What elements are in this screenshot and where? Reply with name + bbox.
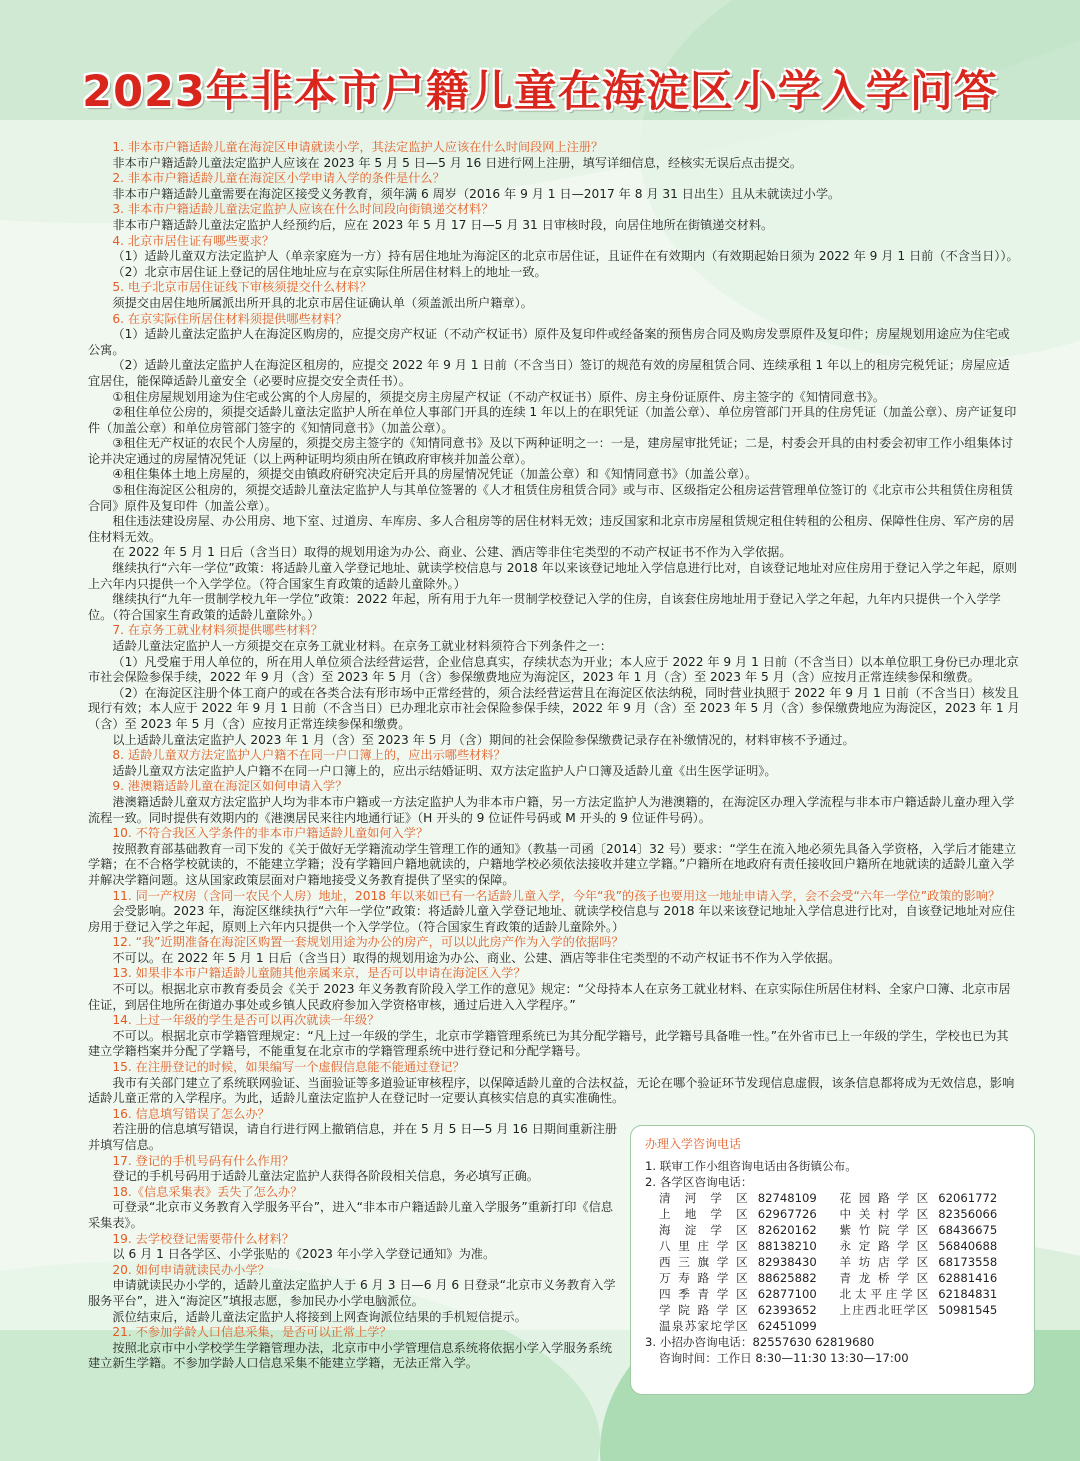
district-name: 花园路学区 bbox=[839, 1191, 929, 1205]
answer-qa-11-1: 会受影响。2023 年，海淀区继续执行“六年一学位”政策：将适龄儿童入学登记地址、就读学校信息与 2018 年以来该登记地址入学信息进行比对，自该登记地址对应住房用于登记入学之年起，原则上六年内只提供一个入学学位。（符合国家生育政策的适龄儿童除外。） bbox=[88, 904, 1016, 934]
district-name: 海淀学区 bbox=[659, 1223, 748, 1237]
answer-qa-8-1: 适龄儿童双方法定监护人户籍不在同一户口簿上的，应出示结婚证明、双方法定监护人户口簿及适龄儿童《出生医学证明》。 bbox=[112, 763, 777, 778]
phone-row bbox=[659, 1190, 1020, 1206]
answer-qa-6-5: ③租住无产权证的农民个人房屋的，须提交房主签字的《知情同意书》及以下两种证明之一：一是，建房屋审批凭证；二是，村委会开具的由村委会初审工作小组集体讨论并决定通过的房屋情况凭证（以上两种证明均须由所在镇政府审核并加盖公章）。 bbox=[88, 436, 1014, 466]
question-qa_narrow-2: 17. 登记的手机号码有什么作用？ bbox=[112, 1153, 295, 1168]
answer-qa-10-1: 按照教育部基础教育一司下发的《关于做好无学籍流动学生管理工作的通知》（教基一司函〔2014〕32 号）要求：“学生在流入地必须先具备入学资格，入学后才能建立学籍；在不合格学校就读的，不能建立学籍；没有学籍回户籍地就读的，户籍地学校必须依法接收并建立学籍。”户籍所在地政府有责任接收回户籍所在地就读的适龄儿童入学并解决学籍问题。这从国家政策层面对户籍地接受义务教育提供了坚实的保障。 bbox=[88, 841, 1017, 887]
answer-qa-6-1: （1）适龄儿童法定监护人在海淀区购房的，应提交房产权证（不动产权证书）原件及复印件或经备案的预售房合同及购房发票原件及复印件；房屋规划用途应为住宅或公寓。 bbox=[88, 327, 1010, 357]
answer-qa-7-4: 以上适龄儿童法定监护人 2023 年 1 月（含）至 2023 年 5 月（含）期间的社会保险参保缴费记录存在补缴情况的，材料审核不予通过。 bbox=[112, 732, 855, 747]
answer-qa_narrow-6-1: 按照北京市中小学校学生学籍管理办法，北京市中小学管理信息系统将依据小学入学服务系统建立新生学籍。不参加学龄人口信息采集不能建立学籍，无法正常入学。 bbox=[88, 1340, 613, 1371]
phone-row bbox=[659, 1318, 1020, 1334]
contact-line-2: 2. 各学区咨询电话： bbox=[645, 1175, 753, 1189]
question-qa_narrow-6: 21. 不参加学龄人口信息采集，是否可以正常上学？ bbox=[112, 1325, 392, 1340]
answer-qa-4-2: （2）北京市居住证上登记的居住地址应与在京实际住所居住材料上的地址一致。 bbox=[112, 264, 547, 279]
answer-qa-4-1: （1）适龄儿童双方法定监护人（单亲家庭为一方）持有居住地址为海淀区的北京市居住证，且证件在有效期内（有效期起始日须为 2022 年 9 月 1 日前（不含当日））。 bbox=[112, 249, 1019, 264]
answer-qa-7-1: 适龄儿童法定监护人一方须提交在京务工就业材料。在京务工就业材料须符合下列条件之一： bbox=[112, 639, 613, 653]
answer-qa-6-9: 在 2022 年 5 月 1 日后（含当日）取得的规划用途为办公、商业、公建、酒店等非住宅类型的不动产权证书不作为入学依据。 bbox=[112, 545, 792, 560]
phone-number bbox=[938, 1318, 1020, 1334]
district-name: 羊坊店学区 bbox=[839, 1255, 929, 1269]
answer-qa-6-6: ④租住集体土地上房屋的，须提交由镇政府研究决定后开具的房屋情况凭证（加盖公章）和《知情同意书》（加盖公章）。 bbox=[112, 467, 758, 482]
page-title: 2023年非本市户籍儿童在海淀区小学入学问答 bbox=[82, 67, 998, 117]
district-name: 上地学区 bbox=[659, 1207, 748, 1221]
answer-qa-1-1: 非本市户籍适龄儿童法定监护人应该在 2023 年 5 月 5 日—5 月 16 日进行网上注册，填写详细信息，经核实无误后点击提交。 bbox=[112, 155, 803, 170]
phone-number: 68436675 bbox=[938, 1223, 998, 1237]
question-qa-7: 7. 在京务工就业材料须提供哪些材料？ bbox=[112, 623, 323, 638]
phone-number: 62393652 bbox=[757, 1303, 817, 1317]
answer-qa_narrow-2-1: 登记的手机号码用于适龄儿童法定监护人获得各阶段相关信息，务必填写正确。 bbox=[112, 1169, 539, 1184]
phone-number: 82620162 bbox=[757, 1223, 817, 1237]
phone-number: 50981545 bbox=[938, 1303, 998, 1317]
question-qa-3: 3. 非本市户籍适龄儿童法定监护人应该在什么时间段向街镇递交材料？ bbox=[112, 202, 494, 217]
phone-row bbox=[659, 1302, 1020, 1318]
contact-line-1: 1. 联审工作小组咨询电话由各街镇公布。 bbox=[645, 1159, 857, 1173]
question-qa-14: 14. 上过一年级的学生是否可以再次就读一年级？ bbox=[112, 1013, 380, 1028]
answer-qa-12-1: 不可以。在 2022 年 5 月 1 日后（含当日）取得的规划用途为办公、商业、公建、酒店等非住宅类型的不动产权证书不作为入学依据。 bbox=[112, 950, 841, 965]
district-name: 四季青学区 bbox=[659, 1287, 748, 1301]
question-qa-2: 2. 非本市户籍适龄儿童在海淀区小学申请入学的条件是什么？ bbox=[112, 171, 445, 186]
question-qa-13: 13. 如果非本市户籍适龄儿童随其他亲属来京，是否可以申请在海淀区入学？ bbox=[112, 966, 526, 981]
district-name: 中关村学区 bbox=[839, 1207, 929, 1221]
phone-number: 62451099 bbox=[757, 1319, 817, 1333]
district-name: 紫竹院学区 bbox=[839, 1223, 929, 1237]
phone-row bbox=[659, 1238, 1020, 1254]
answer-qa-6-3: ①租住房屋规划用途为住宅或公寓的个人房屋的，须提交房主房屋产权证（不动产权证书）原件、房主身份证原件、房主签字的《知情同意书》。 bbox=[112, 389, 886, 404]
district-name: 上庄西北旺学区 bbox=[839, 1303, 929, 1317]
district-name bbox=[839, 1318, 938, 1334]
phone-number: 56840688 bbox=[938, 1239, 998, 1253]
phone-number: 62881416 bbox=[938, 1271, 998, 1285]
answer-qa-14-1: 不可以。根据北京市学籍管理规定：“凡上过一年级的学生，北京市学籍管理系统已为其分配学籍号，此学籍号具备唯一性。”在外省市已上一年级的学生，学校也已为其建立学籍档案并分配了学籍号，不能重复在北京市的学籍管理系统中进行登记和分配学籍号。 bbox=[88, 1028, 1009, 1059]
answer-qa-3-1: 非本市户籍适龄儿童法定监护人经预约后，应在 2023 年 5 月 17 日—5 月 31 日审核时段，向居住地所在街镇递交材料。 bbox=[112, 217, 774, 232]
phone-number: 88625882 bbox=[757, 1271, 817, 1285]
question-qa_narrow-4: 19. 去学校登记需要带什么材料？ bbox=[112, 1231, 295, 1246]
question-qa-9: 9. 港澳籍适龄儿童在海淀区如何申请入学？ bbox=[112, 779, 348, 794]
contact-phone-table bbox=[659, 1190, 1020, 1334]
question-qa-10: 10. 不符合我区入学条件的非本市户籍适龄儿童如何入学？ bbox=[112, 826, 429, 841]
question-qa-8: 8. 适龄儿童双方法定监护人户籍不在同一户口簿上的，应出示哪些材料？ bbox=[112, 748, 506, 763]
answer-qa-13-1: 不可以。根据北京市教育委员会《关于 2023 年义务教育阶段入学工作的意见》规定：“父母持本人在京务工就业材料、在京实际住所居住材料、全家户口簿、北京市居住证，到居住地所在街道办事处或乡镇人民政府参加入学资格审核，通过后进入入学程序。” bbox=[88, 982, 1011, 1012]
answer-qa-6-7: ⑤租住海淀区公租房的，须提交适龄儿童法定监护人与其单位签署的《人才租赁住房租赁合同》或与市、区级指定公租房运营管理单位签订的《北京市公共租赁住房租赁合同》原件及复印件（加盖公章）。 bbox=[88, 483, 1014, 513]
phone-number: 62877100 bbox=[757, 1287, 817, 1301]
phone-number: 62184831 bbox=[938, 1287, 998, 1301]
question-qa-11: 11. 同一产权房（含同一农民个人房）地址，2018 年以来如已有一名适龄儿童入学，今年“我”的孩子也要用这一地址申请入学，会不会受“六年一学位”政策的影响？ bbox=[112, 888, 1001, 903]
phone-number: 62967726 bbox=[757, 1207, 817, 1221]
question-qa_narrow-1: 16. 信息填写错误了怎么办？ bbox=[112, 1106, 270, 1121]
district-name: 清河学区 bbox=[659, 1191, 748, 1205]
district-name: 永定路学区 bbox=[839, 1239, 929, 1253]
question-qa-15: 15. 在注册登记的时候，如果编写一个虚假信息能不能通过登记？ bbox=[112, 1060, 465, 1075]
answer-qa-6-10: 继续执行“六年一学位”政策：将适龄儿童入学登记地址、就读学校信息与 2018 年以来该登记地址入学信息进行比对，自该登记地址对应住房用于登记入学之年起，原则上六年内只提供一个入学学位。（符合国家生育政策的适龄儿童除外。） bbox=[88, 561, 1017, 591]
contact-line-3: 3. 小招办咨询电话：82557630 62819680 bbox=[645, 1335, 875, 1349]
question-qa-12: 12. “我”近期准备在海淀区购置一套规划用途为办公的房产，可以以此房产作为入学的依据吗？ bbox=[112, 935, 624, 950]
question-qa-6: 6. 在京实际住所居住材料须提供哪些材料？ bbox=[112, 311, 348, 326]
answer-qa-7-2: （1）凡受雇于用人单位的，所在用人单位须合法经营运营，企业信息真实，存续状态为开业；本人应于 2022 年 9 月 1 日前（不含当日）以本单位职工身份已办理北京市社会保险参保手续，2022 年 9 月（含）至 2023 年 5 月（含）参保缴费地应为海淀区，2023 年 1 月（含）至 2023 年 5 月（含）应按月正常连续参保和缴费。 bbox=[88, 654, 1019, 685]
phone-number: 62061772 bbox=[938, 1191, 998, 1205]
phone-number: 88138210 bbox=[757, 1239, 817, 1253]
answer-qa_narrow-4-1: 以 6 月 1 日各学区、小学张贴的《2023 年小学入学登记通知》为准。 bbox=[112, 1247, 496, 1262]
phone-row bbox=[659, 1222, 1020, 1238]
answer-qa-6-2: （2）适龄儿童法定监护人在海淀区租房的，应提交 2022 年 9 月 1 日前（不含当日）签订的规范有效的房屋租赁合同、连续承租 1 年以上的租房完税凭证；房屋应适宜居住，能保障适龄儿童安全（必要时应提交安全责任书）。 bbox=[88, 358, 1010, 388]
answer-qa_narrow-5-2: 派位结束后，适龄儿童法定监护人将接到上网查询派位结果的手机短信提示。 bbox=[112, 1309, 527, 1324]
district-name: 学院路学区 bbox=[659, 1303, 748, 1317]
answer-qa_narrow-3-1: 可登录“北京市义务教育入学服务平台”，进入“非本市户籍适龄儿童入学服务”重新打印《信息采集表》。 bbox=[88, 1200, 613, 1230]
phone-number: 82748109 bbox=[757, 1191, 817, 1205]
district-name: 八里庄学区 bbox=[659, 1239, 748, 1253]
answer-qa-15-1: 我市有关部门建立了系统联网验证、当面验证等多道验证审核程序，以保障适龄儿童的合法权益，无论在哪个验证环节发现信息虚假，该条信息都将成为无效信息，影响适龄儿童正常的入学程序。为此，适龄儿童法定监护人在登记时一定要认真核实信息的真实准确性。 bbox=[88, 1075, 1015, 1106]
district-name: 西三旗学区 bbox=[659, 1255, 748, 1269]
question-qa_narrow-3: 18.《信息采集表》丢失了怎么办？ bbox=[112, 1184, 303, 1199]
phone-number: 68173558 bbox=[938, 1255, 998, 1269]
answer-qa-5-1: 须提交由居住地所属派出所开具的北京市居住证确认单（须盖派出所户籍章）。 bbox=[112, 295, 533, 310]
phone-row bbox=[659, 1286, 1020, 1302]
answer-qa-2-1: 非本市户籍适龄儿童需要在海淀区接受义务教育，须年满 6 周岁（2016 年 9 月 1 日—2017 年 8 月 31 日出生）且从未就读过小学。 bbox=[112, 186, 841, 201]
district-name: 青龙桥学区 bbox=[839, 1271, 929, 1285]
contact-hours: 咨询时间：工作日 8:30—11:30 13:30—17:00 bbox=[659, 1351, 909, 1365]
answer-qa-6-8: 租住违法建设房屋、办公用房、地下室、过道房、车库房、多人合租房等的居住材料无效；违反国家和北京市房屋租赁规定租住转租的公租房、保障性住房、军产房的居住材料无效。 bbox=[88, 514, 1015, 544]
contact-box bbox=[630, 1125, 1035, 1395]
question-qa-5: 5. 电子北京市居住证线下审核须提交什么材料？ bbox=[112, 280, 372, 295]
phone-row bbox=[659, 1254, 1020, 1270]
question-qa-4: 4. 北京市居住证有哪些要求？ bbox=[112, 233, 275, 248]
answer-qa-7-3: （2）在海淀区注册个体工商户的或在各类合法有形市场中正常经营的，须合法经营运营且在海淀区依法纳税，同时营业执照于 2022 年 9 月 1 日前（不含当日）核发且现行有效；本人应于 2022 年 9 月 1 日前（不含当日）已办理北京市社会保险参保手续，2022 年 9 月（含）至 2023 年 5 月（含）参保缴费地应为海淀区，2023 年 1 月（含）至 2023 年 5 月（含）应按月正常连续参保和缴费。 bbox=[88, 685, 1020, 731]
contact-title: 办理入学咨询电话 bbox=[645, 1137, 742, 1151]
district-name: 温泉苏家坨学区 bbox=[659, 1319, 748, 1333]
answer-qa-9-1: 港澳籍适龄儿童双方法定监护人均为非本市户籍或一方法定监护人为非本市户籍，另一方法定监护人为港澳籍的，在海淀区办理入学流程与非本市户籍适龄儿童办理入学流程一致。同时提供有效期内的《港澳居民来往内地通行证》（H 开头的 9 位证件号码或 M 开头的 9 位证件号码）。 bbox=[88, 794, 1015, 825]
phone-row bbox=[659, 1270, 1020, 1286]
question-qa-1: 1. 非本市户籍适龄儿童在海淀区申请就读小学，其法定监护人应该在什么时间段网上注册？ bbox=[112, 140, 604, 154]
phone-row bbox=[659, 1206, 1020, 1222]
phone-number: 82356066 bbox=[938, 1207, 998, 1221]
question-qa_narrow-5: 20. 如何申请就读民办小学？ bbox=[112, 1262, 270, 1277]
phone-number: 82938430 bbox=[757, 1255, 817, 1269]
district-name: 北太平庄学区 bbox=[839, 1287, 929, 1301]
answer-qa-6-11: 继续执行“九年一贯制学校九年一学位”政策：2022 年起，所有用于九年一贯制学校登记入学的住房，自该套住房地址用于登记入学之年起，九年内只提供一个入学学位。（符合国家生育政策的适龄儿童除外。） bbox=[88, 592, 1001, 622]
answer-qa-6-4: ②租住单位公房的，须提交适龄儿童法定监护人所在单位人事部门开具的连续 1 年以上的在职凭证（加盖公章）、单位房管部门开具的住房凭证（加盖公章）、房产证复印件（加盖公章）和单位房管部门签字的《知情同意书》（加盖公章）。 bbox=[88, 405, 1017, 435]
answer-qa_narrow-1-1: 若注册的信息填写错误，请自行进行网上撤销信息，并在 5 月 5 日—5 月 16 日期间重新注册并填写信息。 bbox=[88, 1122, 618, 1152]
district-name: 万寿路学区 bbox=[659, 1271, 748, 1285]
answer-qa_narrow-5-1: 申请就读民办小学的，适龄儿童法定监护人于 6 月 3 日—6 月 6 日登录“北京市义务教育入学服务平台”，进入“海淀区”填报志愿，参加民办小学电脑派位。 bbox=[88, 1278, 616, 1308]
